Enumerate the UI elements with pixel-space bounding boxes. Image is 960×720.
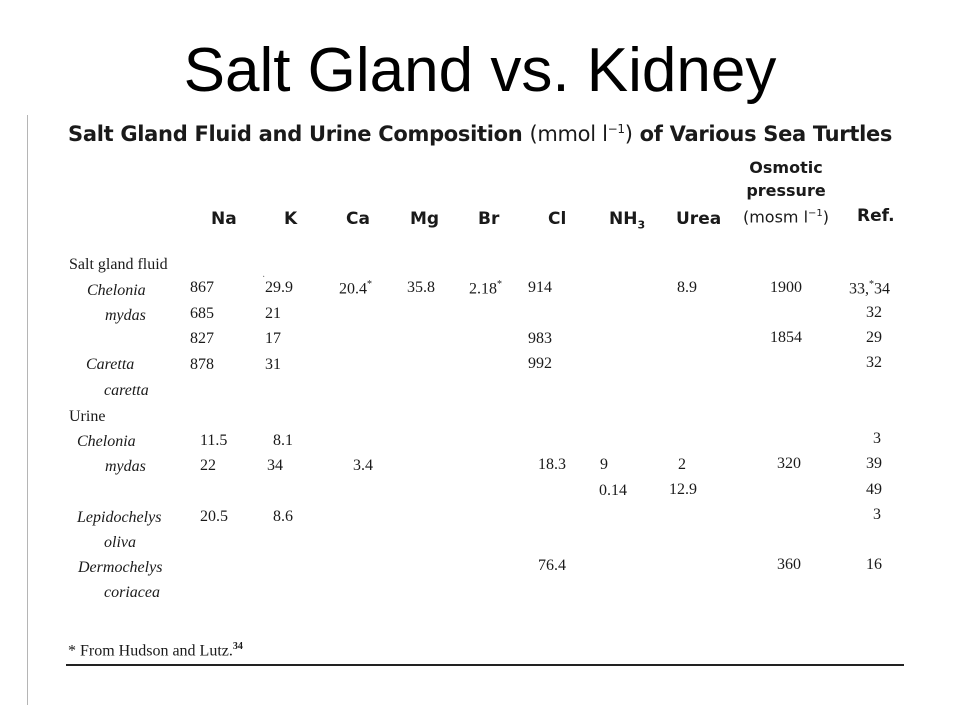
section-urine: Urine [69, 408, 106, 425]
header-k: K [284, 209, 298, 229]
species-mydas-urine: mydas [105, 458, 146, 475]
header-osmotic-pressure: Osmotic pressure (mosm $l^{-1}$) [742, 158, 830, 227]
table-cell: 983 [528, 330, 552, 347]
table-cell: 992 [528, 355, 552, 372]
table-cell: 867 [190, 279, 214, 296]
header-br: Br [478, 209, 500, 229]
table-cell: 12.9 [669, 481, 697, 498]
species-caretta-2: caretta [104, 382, 149, 399]
table-cell: 76.4 [538, 557, 566, 574]
table-cell: 11.5 [200, 432, 228, 449]
table-cell: 22 [200, 457, 216, 474]
table-cell: 32 [866, 354, 882, 371]
table-cell: 3 [873, 506, 881, 523]
species-mydas: mydas [105, 307, 146, 324]
table-cell: 39 [866, 455, 882, 472]
header-nh3: $NH_3$ [609, 209, 646, 232]
table-cell: 31 [265, 356, 281, 373]
bottom-divider [66, 664, 904, 666]
species-dermochelys: Dermochelys [78, 559, 163, 576]
table-cell: 33,*34 [849, 279, 890, 298]
table-title [68, 122, 892, 146]
table-cell: 1854 [770, 329, 802, 346]
table-cell: 8.1 [273, 432, 293, 449]
species-chelonia: Chelonia [87, 282, 146, 299]
stray-mark: · [262, 272, 266, 283]
header-ref: Ref. [857, 206, 895, 226]
footnote: * From Hudson and Lutz.$^{34}$ [68, 641, 243, 660]
table-cell: 878 [190, 356, 214, 373]
table-cell: 9 [600, 456, 608, 473]
table-cell: 20.4* [339, 279, 372, 298]
table-title-tail: of Various Sea Turtles [632, 122, 893, 146]
header-na: Na [211, 209, 237, 229]
species-coriacea: coriacea [104, 584, 160, 601]
table-cell: 827 [190, 330, 214, 347]
table-cell: 35.8 [407, 279, 435, 296]
table-cell: 29.9 [265, 279, 293, 296]
left-divider [27, 115, 28, 705]
header-ca: Ca [346, 209, 370, 229]
table-cell: 34 [267, 457, 283, 474]
section-salt-gland-fluid: Salt gland fluid [69, 256, 168, 273]
table-cell: 360 [777, 556, 801, 573]
table-cell: 0.14 [599, 482, 627, 499]
species-caretta: Caretta [86, 356, 135, 373]
table-cell: 1900 [770, 279, 802, 296]
table-cell: 685 [190, 305, 214, 322]
table-cell: 8.6 [273, 508, 293, 525]
header-cl: Cl [548, 209, 567, 229]
table-cell: 3 [873, 430, 881, 447]
table-title-unit: (mmol $l^{-1}$) [529, 122, 633, 146]
table-cell: 49 [866, 481, 882, 498]
species-chelonia-urine: Chelonia [77, 433, 136, 450]
table-cell: 32 [866, 304, 882, 321]
table-cell: 8.9 [677, 279, 697, 296]
species-lepidochelys: Lepidochelys [77, 509, 162, 526]
header-urea: Urea [676, 209, 722, 229]
table-cell: 2.18* [469, 279, 502, 298]
table-cell: 16 [866, 556, 882, 573]
header-mg: Mg [410, 209, 440, 229]
table-cell: 17 [265, 330, 281, 347]
table-cell: 320 [777, 455, 801, 472]
table-cell: 20.5 [200, 508, 228, 525]
table-cell: 21 [265, 305, 281, 322]
table-cell: 2 [678, 456, 686, 473]
table-cell: 18.3 [538, 456, 566, 473]
species-oliva: oliva [104, 534, 136, 551]
page-title: Salt Gland vs. Kidney [183, 36, 777, 105]
table-cell: 3.4 [353, 457, 373, 474]
table-title-main: Salt Gland Fluid and Urine Composition [68, 122, 530, 146]
table-cell: 914 [528, 279, 552, 296]
table-cell: 29 [866, 329, 882, 346]
